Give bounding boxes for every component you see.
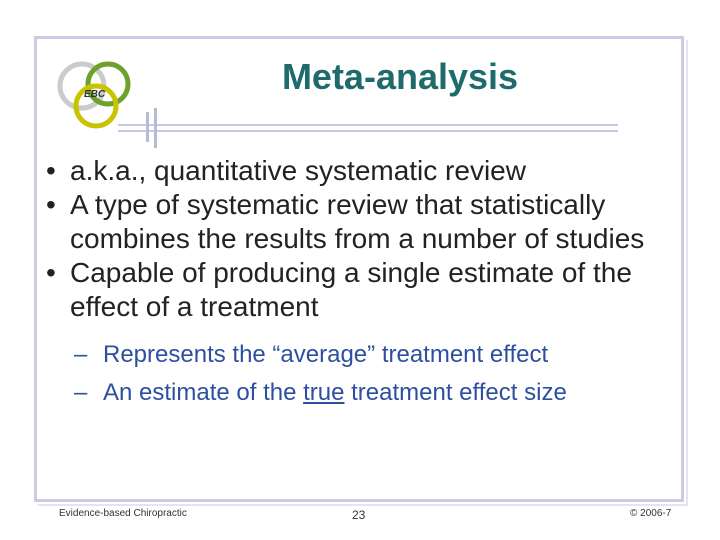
footer-copyright: © 2006-7 bbox=[630, 508, 672, 519]
sub-bullet-text-before: An estimate of the bbox=[103, 379, 304, 406]
sub-bullet-text: Represents the “average” treatment effect bbox=[103, 341, 549, 368]
title-rule-line bbox=[118, 124, 618, 126]
footer-left-text: Evidence-based Chiropractic bbox=[59, 508, 187, 519]
bullet-text: Capable of producing a single estimate of the effect of a treatment bbox=[70, 257, 632, 322]
bullet-item bbox=[46, 154, 676, 188]
bullet-text: a.k.a., quantitative systematic review bbox=[70, 155, 526, 186]
title-rule-tick bbox=[154, 108, 157, 148]
sub-bullet-list bbox=[46, 336, 676, 412]
bullet-item bbox=[46, 256, 676, 324]
dash-icon: – bbox=[74, 341, 88, 368]
slide-title: Meta-analysis bbox=[281, 56, 519, 97]
bullet-icon: • bbox=[46, 257, 56, 288]
sub-bullet-item bbox=[46, 336, 676, 374]
slide-body bbox=[46, 154, 676, 412]
logo-text: EBC bbox=[84, 89, 106, 100]
sub-bullet-text-after: treatment effect size bbox=[344, 379, 567, 406]
dash-icon: – bbox=[74, 379, 88, 406]
sub-bullet-item bbox=[46, 374, 676, 412]
page-number: 23 bbox=[352, 508, 366, 522]
bullet-icon: • bbox=[46, 189, 56, 220]
bullet-text: A type of systematic review that statistically combines the results from a number of studies bbox=[70, 189, 645, 254]
underlined-word: true bbox=[303, 379, 345, 406]
title-rule-line bbox=[118, 130, 618, 132]
bullet-icon: • bbox=[46, 155, 56, 186]
title-rule-tick bbox=[146, 112, 149, 142]
bullet-item bbox=[46, 188, 676, 256]
